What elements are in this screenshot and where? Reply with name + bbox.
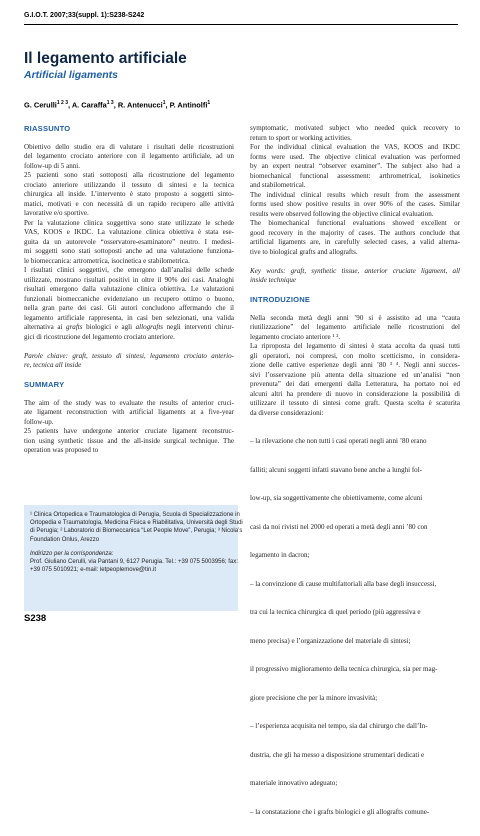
text-line: legamento crociato anteriore ¹ ².	[250, 332, 341, 341]
author-list	[24, 100, 210, 109]
text-line: 25 pazienti sono stati sottoposti alla ricostruzione del legamento	[24, 171, 234, 179]
author-separator: ,	[67, 100, 72, 110]
author-affiliation-marks: 1 3	[106, 100, 114, 106]
text-line: chirurgica all inside. L’intervento è stato proposto a soggetti sinto-	[24, 190, 234, 198]
author-affiliation-marks: 1	[207, 100, 211, 106]
text-line: forms were used. The objective clinical evaluation was performed	[250, 152, 460, 161]
riassunto-heading: RIASSUNTO	[24, 124, 71, 133]
left-column	[24, 124, 234, 456]
list-line: – la convinzione di cause multifattoriali alla base degli insuccessi,	[250, 579, 437, 588]
summary-keywords	[250, 267, 460, 286]
text-line: Key words: graft, synthetic tissue, anterior cruciate ligament, all	[250, 266, 460, 275]
summary-paragraph	[250, 219, 460, 257]
text-line: operation was proposed to	[24, 446, 99, 454]
summary-paragraph	[250, 143, 460, 191]
text-line: VAS, KOOS e IKDC. La valutazione clinica obiettiva è stata ese-	[24, 228, 234, 236]
page-number: S238	[24, 613, 47, 624]
text-line: gli operatori, noi compresi, con molto scetticismo, in considera-	[250, 351, 460, 360]
text-line: ate ligament reconstruction with artificial ligaments at a five-year	[24, 408, 234, 416]
text-line: matici, motivati e con necessità di un rapido recupero alle attività	[24, 199, 234, 208]
introduzione-paragraph	[250, 342, 460, 418]
text-run-italic: grafts	[66, 323, 83, 331]
introduzione-list	[250, 418, 460, 836]
text-line: tion using synthetic tissue and the all-inside surgical technique. The	[24, 436, 234, 445]
list-line: tra cui la tecnica chirurgica di quel periodo (più aggressiva e	[250, 608, 421, 616]
text-line: da diverse considerazioni:	[250, 408, 324, 417]
affiliation-line: Foundation Onlus, Arezzo	[30, 536, 100, 543]
text-line: funzionali biomeccaniche evidenziano un recupero ottimo o buono,	[24, 294, 234, 303]
text-line	[24, 323, 234, 333]
list-line: casi da noi rivisti nel 2000 ed operati a metà degli anni ’80 con	[250, 522, 428, 531]
text-run-italic: allografts	[135, 323, 164, 331]
text-run: alternativa ai	[24, 323, 67, 331]
author-name: G. Cerulli	[24, 100, 57, 110]
summary-paragraph	[250, 191, 460, 220]
author-affiliation-marks: 1 2 3	[56, 100, 68, 106]
text-line: biomechanical functional assessment: arthrometrical, isokinetics	[250, 171, 460, 180]
text-line: The biomechanical functional evaluations showed excellent or	[250, 219, 460, 227]
text-line: risultati emergono dalla valutazione clinica obiettiva. Le valutazioni	[24, 285, 234, 293]
list-line: – la constatazione che i grafts biologici e gli allografts comune-	[250, 807, 430, 816]
text-line: by an expert neutral “observer examiner”. The subject also had a	[250, 162, 460, 170]
text-line: results were observed following the objective clinical evaluation.	[250, 209, 434, 218]
affiliation-line: Ortopedia e Traumatologia, Medicina Fisica e Riabilitativa, Università degli Studi	[30, 520, 243, 527]
header-divider	[24, 24, 458, 25]
correspondence-label: Indirizzo per la corrispondenza:	[30, 550, 114, 557]
list-line: – la rilevazione che non tutti i casi operati negli anni ’80 erano	[250, 437, 427, 445]
list-line: dustria, che gli ha messo a disposizione strumentari dedicati e	[250, 750, 425, 759]
text-line: tive to biological grafts and allografts.	[250, 247, 358, 256]
text-line: For the individual clinical evaluation the VAS, KOOS and IKDC	[250, 143, 460, 151]
text-line: 25 patients have undergone anterior cruciate ligament reconstruc-	[24, 427, 234, 435]
affiliation-box	[24, 505, 243, 611]
summary-paragraph	[24, 399, 234, 428]
summary-paragraph	[250, 124, 460, 143]
text-line: gici di ricostruzione del legamento crociato anteriore.	[24, 332, 175, 341]
text-line: inside technique	[250, 276, 296, 284]
text-line: return to sport or working activities.	[250, 133, 352, 142]
text-line: sivi l’osservazione più attenta della situazione ed un’analisi “non	[250, 370, 460, 379]
correspondence-line: +39 075 5010921; e-mail: letpeoplemove@tin.it	[30, 567, 157, 574]
text-line	[24, 352, 234, 362]
text-line: The aim of the study was to evaluate the results of anterior cruci-	[24, 398, 234, 407]
list-line: low-up, sia soggettivamente che obiettivamente, come alcuni	[250, 494, 423, 502]
text-line: Obiettivo dello studio era di valutare i risultati delle ricostruzioni	[24, 142, 234, 151]
text-run: negli interventi chirur-	[163, 323, 234, 331]
text-line: good recovery in the majority of cases. The authors conclude that	[250, 228, 460, 237]
text-line: Nella seconda metà degli anni ’90 si è assistito ad una “cauta	[250, 313, 460, 322]
riassunto-paragraph	[24, 266, 234, 342]
list-line: falliti; alcuni soggetti infatti stavano bene anche a lunghi fol-	[250, 465, 423, 474]
affiliation-line: ¹ Clinica Ortopedica e Traumatologica di Perugia, Scuola di Specializzazione in	[30, 512, 240, 518]
author-affiliation-marks: 1	[162, 100, 166, 106]
text-line: le biomeccanica: artrometrica, isocinetica e stabilometrica.	[24, 256, 190, 265]
text-line: forms used show positive results in over 90% of the cases. Similar	[250, 200, 460, 208]
text-line: del legamento crociato anteriore con il legamento artificiale, ad un	[24, 152, 234, 160]
correspondence-line: Prof. Giuliano Cerulli, via Pantani 9, 6127 Perugia. Tel.: +39 075 5003956; fax:	[30, 559, 238, 566]
text-run: biologici e agli	[82, 323, 136, 331]
text-line: riutilizzazione” del legamento artificiale nelle ricostruzioni del	[250, 323, 460, 331]
text-line: prevenuta” dei dati emergenti dalla Letteratura, ha portato noi ed	[250, 380, 460, 388]
text-line: alcuni altri ha prendere di nuovo in considerazione la possibilità di	[250, 389, 460, 398]
text-line: follow-up di 5 anni.	[24, 161, 80, 170]
right-column	[250, 124, 460, 836]
text-line: The individual clinical results which result from the assessment	[250, 190, 460, 199]
author-name: R. Antenucci	[117, 100, 163, 110]
text-line: zione delle cattive esperienze degli anni ’80 ³ ⁴. Negli anni succes-	[250, 361, 460, 369]
text-line: utilizzare il tessuto di sintesi come graft. Questa scelta è scaturita	[250, 399, 460, 407]
text-line: re, tecnica all inside	[24, 361, 82, 369]
list-line: giore precisione che per la minore invasività;	[250, 693, 378, 702]
text-line: utilizzate, mostrano risultati positivi in oltre il 90% dei casi. Analoghi	[24, 275, 234, 284]
affiliation-line: di Perugia; ² Laboratorio di Biomeccanica “Let People Move”, Perugia; ³ Nicola’s	[30, 528, 243, 535]
text-line: follow-up.	[24, 417, 54, 426]
text-line: legamento artificiale rappresenta, in casi ben selezionati, una valida	[24, 313, 234, 322]
text-line: La riproposta del legamento di sintesi è stata accolta da quasi tutti	[250, 342, 460, 350]
introduzione-paragraph	[250, 314, 460, 343]
text-line: guita da un autorevole “osservatore-esaminatore” neutro. I medesi-	[24, 237, 234, 246]
keywords-label: Parole chiave:	[24, 351, 68, 360]
summary-heading: SUMMARY	[24, 380, 65, 389]
journal-citation: G.I.O.T. 2007;33(suppl. 1):S238-S242	[24, 12, 145, 19]
riassunto-paragraph	[24, 171, 234, 219]
text-line: symptomatic, motivated subject who needed quick recovery to	[250, 124, 460, 132]
text-line: Per la valutazione clinica soggettiva sono state utilizzate le schede	[24, 218, 234, 227]
list-line: materiale innovativo adeguato;	[250, 779, 338, 787]
author-separator: ,	[165, 100, 170, 110]
list-line: meno precisa) e l’organizzazione del materiale di sintesi;	[250, 636, 411, 645]
list-line: – l’esperienza acquisita nel tempo, sia dal chirurgo che dall’In-	[250, 722, 428, 730]
author-name: A. Caraffa	[71, 100, 107, 110]
introduzione-heading: INTRODUZIONE	[250, 295, 311, 304]
text-line: and stabilometrical.	[250, 181, 306, 189]
riassunto-keywords	[24, 352, 234, 371]
summary-paragraph	[24, 427, 234, 456]
keywords-text: graft, tessuto di sintesi, legamento crociato anterio-	[68, 351, 234, 360]
text-line: crociato anteriore utilizzando il tessuto di sintesi e la tecnica	[24, 180, 234, 189]
list-line: il progressivo miglioramento della tecnica chirurgica, sia per mag-	[250, 665, 438, 673]
author-separator: ,	[113, 100, 118, 110]
article-title: Il legamento artificiale	[24, 50, 187, 67]
text-line: lavorative e/o sportive.	[24, 209, 89, 217]
list-line: legamento in dacron;	[250, 551, 310, 559]
text-line: mi soggetti sono stati sottoposti anche ad una valutazione funziona-	[24, 247, 234, 255]
riassunto-paragraph	[24, 143, 234, 172]
article-subtitle: Artificial ligaments	[24, 69, 118, 81]
text-line: I risultati clinici soggettivi, che emergono dall’analisi delle schede	[24, 266, 234, 274]
author-name: P. Antinolfi	[169, 100, 208, 110]
text-line: artificial ligaments are, in carefully selected cases, a valid alterna-	[250, 238, 460, 246]
text-line: nella gran parte dei casi. Gli autori concludono affermando che il	[24, 304, 234, 312]
riassunto-paragraph	[24, 219, 234, 267]
